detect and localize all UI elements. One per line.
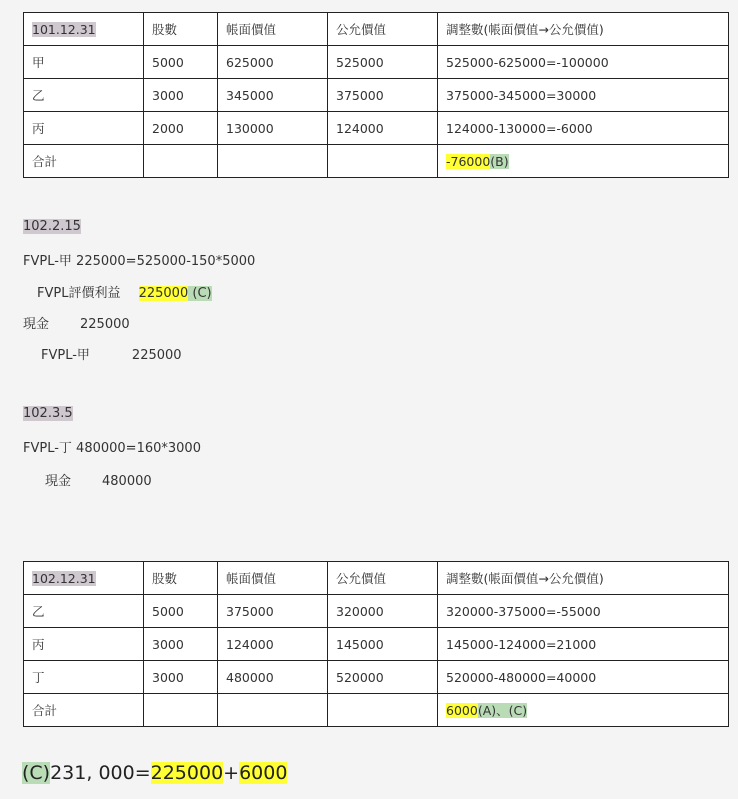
empty-cell (328, 145, 438, 178)
total-tag: (A)、(C) (477, 703, 528, 718)
cell-book-value: 130000 (218, 112, 328, 145)
cell-name: 甲 (24, 46, 144, 79)
amount: 480000 (102, 474, 152, 489)
cell-shares: 5000 (144, 595, 218, 628)
cell-fair-value: 520000 (328, 661, 438, 694)
empty-cell (144, 145, 218, 178)
journal-line (45, 470, 152, 489)
account-label: 現金 (23, 317, 50, 332)
amount: 225000 (131, 348, 182, 363)
table-row (24, 661, 729, 694)
cell-book-value: 375000 (218, 595, 328, 628)
cell-name: 丁 (24, 661, 144, 694)
empty-cell (144, 694, 218, 727)
cell-adjustment: 145000-124000=21000 (438, 628, 729, 661)
total-label: 合計 (24, 145, 144, 178)
cell-book-value: 480000 (218, 661, 328, 694)
empty-cell (328, 694, 438, 727)
cell-book-value: 345000 (218, 79, 328, 112)
summary-tag: (C) (22, 762, 51, 784)
cell-name: 乙 (24, 79, 144, 112)
header-fair-value: 公允價值 (328, 13, 438, 46)
cell-adjustment: 375000-345000=30000 (438, 79, 729, 112)
journal-line (41, 344, 182, 363)
entry-date: 102.3.5 (23, 406, 73, 421)
answer-tag: (C) (188, 286, 212, 301)
table-header-row (24, 562, 729, 595)
cell-name: 丙 (24, 112, 144, 145)
header-book-value: 帳面價值 (218, 13, 328, 46)
amount: 225000 (80, 317, 130, 332)
total-label: 合計 (24, 694, 144, 727)
journal-line: FVPL-甲 225000=525000-150*5000 (23, 254, 256, 269)
cell-adjustment: 124000-130000=-6000 (438, 112, 729, 145)
cell-fair-value: 320000 (328, 595, 438, 628)
valuation-table-101 (23, 12, 729, 178)
cell-shares: 2000 (144, 112, 218, 145)
empty-cell (218, 145, 328, 178)
total-value: -76000 (446, 153, 491, 169)
cell-adjustment: 520000-480000=40000 (438, 661, 729, 694)
cell-shares: 5000 (144, 46, 218, 79)
account-label: 現金 (45, 474, 72, 489)
cell-fair-value: 124000 (328, 112, 438, 145)
table-row (24, 112, 729, 145)
entry-date: 102.2.15 (23, 219, 81, 234)
cell-fair-value: 525000 (328, 46, 438, 79)
cell-shares: 3000 (144, 628, 218, 661)
cell-book-value: 625000 (218, 46, 328, 79)
table-row (24, 46, 729, 79)
table-row (24, 595, 729, 628)
empty-cell (218, 694, 328, 727)
cell-fair-value: 145000 (328, 628, 438, 661)
journal-line (23, 313, 130, 332)
cell-name: 乙 (24, 595, 144, 628)
account-label: FVPL-甲 (41, 348, 90, 363)
summary-text: 231, 000= (50, 762, 151, 784)
cell-adjustment: 525000-625000=-100000 (438, 46, 729, 79)
header-fair-value: 公允價值 (328, 562, 438, 595)
total-tag: (B) (490, 153, 509, 169)
total-adjustment (438, 145, 729, 178)
cell-shares: 3000 (144, 79, 218, 112)
header-date: 101.12.31 (24, 13, 144, 46)
header-date: 102.12.31 (24, 562, 144, 595)
summary-part2: 6000 (239, 762, 288, 784)
header-adjustment: 調整數(帳面價值→公允價值) (438, 562, 729, 595)
amount: 225000 (138, 286, 189, 301)
header-adjustment: 調整數(帳面價值→公允價值) (438, 13, 729, 46)
total-value: 6000 (446, 703, 478, 718)
table-row (24, 628, 729, 661)
journal-line (37, 282, 212, 301)
header-shares: 股數 (144, 562, 218, 595)
summary-equation (22, 762, 287, 784)
cell-shares: 3000 (144, 661, 218, 694)
account-label: FVPL評價利益 (37, 286, 121, 301)
valuation-table-102 (23, 561, 729, 727)
summary-plus: + (223, 762, 240, 784)
total-adjustment (438, 694, 729, 727)
table-total-row (24, 694, 729, 727)
cell-name: 丙 (24, 628, 144, 661)
header-shares: 股數 (144, 13, 218, 46)
table-total-row (24, 145, 729, 178)
cell-adjustment: 320000-375000=-55000 (438, 595, 729, 628)
header-book-value: 帳面價值 (218, 562, 328, 595)
journal-line: FVPL-丁 480000=160*3000 (23, 441, 201, 456)
summary-part1: 225000 (150, 762, 224, 784)
cell-book-value: 124000 (218, 628, 328, 661)
cell-fair-value: 375000 (328, 79, 438, 112)
table-row (24, 79, 729, 112)
table-header-row (24, 13, 729, 46)
